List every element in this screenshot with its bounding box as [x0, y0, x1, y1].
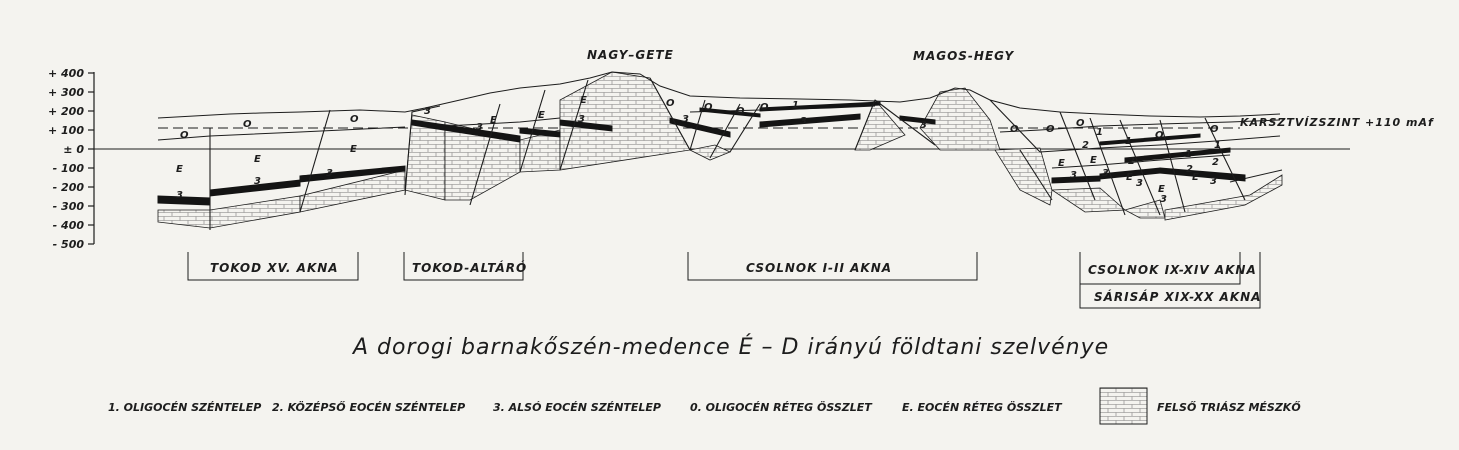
- triassic-limestone-blocks: [158, 72, 1282, 228]
- mine-label-csolnok-9-14: CSOLNOK IX-XIV AKNA: [1088, 263, 1257, 277]
- seam-label-2: 2: [1212, 157, 1219, 168]
- unit-label-oligocene: O: [736, 106, 745, 117]
- unit-label-oligocene: O: [1076, 118, 1085, 129]
- seam-label-2: 2: [1128, 156, 1135, 167]
- axis-tick-label: - 400: [52, 219, 84, 232]
- unit-label-oligocene: O: [243, 119, 252, 130]
- seam-label-3: 3: [176, 190, 183, 201]
- unit-label-oligocene: O: [180, 130, 189, 141]
- limestone-block-east: [995, 148, 1052, 205]
- legend-swatch-limestone: [1100, 388, 1147, 424]
- limestone-block-east-4: [1165, 175, 1282, 220]
- figure-title: A dorogi barnakőszén-medence É – D irányú földtani szelvénye: [353, 335, 1110, 360]
- seam-label-3: 3: [800, 116, 807, 127]
- seam-label-3: 3: [1210, 176, 1217, 187]
- seam-label-1: 1: [792, 100, 799, 111]
- legend-item-lower-eocene-seam: 3. ALSÓ EOCÉN SZÉNTELEP: [493, 401, 661, 414]
- peak-label-nagy-gete: NAGY–GETE: [587, 48, 674, 62]
- axis-tick-label: - 500: [52, 238, 84, 251]
- axis-tick-label: + 300: [47, 86, 84, 99]
- unit-label-eocene: E: [1090, 155, 1097, 166]
- unit-label-eocene: E: [176, 164, 183, 175]
- peak-label-magos-hegy: MAGOS-HEGY: [913, 49, 1015, 63]
- limestone-block-east-2: [1052, 188, 1125, 212]
- axis-tick-label: + 400: [47, 67, 84, 80]
- unit-label-oligocene: O: [1210, 124, 1219, 135]
- legend-item-triassic-limestone: FELSŐ TRIÁSZ MÉSZKŐ: [1157, 401, 1301, 414]
- seam-label-2: 2: [1186, 164, 1193, 175]
- unit-label-eocene: E: [580, 95, 587, 106]
- seam-label-1: 1: [1214, 140, 1221, 151]
- unit-label-eocene: E: [254, 154, 261, 165]
- karst-water-level-label: KARSZTVÍZSZINT +110 mAf: [1240, 116, 1434, 129]
- elevation-axis: [48, 67, 94, 251]
- unit-label-eocene: E: [538, 110, 545, 121]
- legend-item-oligocene-strata: 0. OLIGOCÉN RÉTEG ÖSSZLET: [690, 401, 872, 414]
- limestone-block-center: [855, 100, 905, 150]
- unit-label-oligocene: O: [760, 102, 769, 113]
- seam-label-3: 3: [326, 168, 333, 179]
- legend: [108, 388, 1301, 424]
- axis-tick-label: ± 0: [63, 143, 84, 156]
- unit-label-oligocene: O: [1046, 124, 1055, 135]
- seam-label-2: 2: [1082, 140, 1089, 151]
- mine-label-sarisap: SÁRISÁP XIX-XX AKNA: [1094, 290, 1262, 304]
- seam-label-3: 3: [254, 176, 261, 187]
- axis-tick-label: - 300: [52, 200, 84, 213]
- seam-label-1: 1: [1185, 149, 1192, 160]
- seam-label-3: 3: [920, 120, 927, 131]
- unit-label-eocene: E: [1058, 158, 1065, 169]
- mine-label-tokod-altaro: TOKOD-ALTÁRÓ: [412, 261, 528, 275]
- unit-label-eocene: E: [490, 115, 497, 126]
- unit-label-eocene: E: [350, 144, 357, 155]
- coal-seam-3-csolnok-b: [760, 114, 860, 127]
- seam-label-3: 3: [682, 114, 689, 125]
- unit-label-oligocene: O: [704, 102, 713, 113]
- coal-seam-3-tokod-a: [158, 196, 210, 205]
- seam-label-3: 3: [1136, 178, 1143, 189]
- seam-label-3: 3: [1160, 194, 1167, 205]
- axis-tick-label: - 100: [52, 162, 84, 175]
- seam-label-3: 3: [1070, 170, 1077, 181]
- mine-label-csolnok-1-2: CSOLNOK I-II AKNA: [746, 261, 893, 275]
- mine-label-tokod-xv: TOKOD XV. AKNA: [210, 261, 339, 275]
- mine-boxes: [188, 252, 1261, 308]
- axis-tick-label: + 200: [47, 105, 84, 118]
- legend-item-oligocene-seam: 1. OLIGOCÉN SZÉNTELEP: [108, 401, 262, 414]
- seam-label-3: 3: [578, 114, 585, 125]
- legend-item-middle-eocene-seam: 2. KÖZÉPSŐ EOCÉN SZÉNTELEP: [272, 401, 466, 414]
- seam-label-1: 1: [1125, 136, 1132, 147]
- unit-label-oligocene: O: [666, 98, 675, 109]
- unit-label-eocene: E: [1158, 184, 1165, 195]
- seam-label-3: 3: [1102, 168, 1109, 179]
- axis-tick-label: + 100: [47, 124, 84, 137]
- seam-label-1: 1: [1096, 127, 1103, 138]
- unit-label-eocene: E: [1126, 172, 1133, 183]
- unit-label-oligocene: O: [350, 114, 359, 125]
- legend-item-eocene-strata: E. EOCÉN RÉTEG ÖSSZLET: [902, 401, 1062, 414]
- seam-label-3: 3: [476, 122, 483, 133]
- unit-label-oligocene: O: [1010, 124, 1019, 135]
- unit-label-eocene: E: [1192, 172, 1199, 183]
- seam-label-3: 3: [424, 106, 431, 117]
- limestone-block-east-3: [1125, 200, 1165, 218]
- axis-ticks: [88, 73, 94, 244]
- axis-tick-label: - 200: [52, 181, 84, 194]
- unit-label-oligocene: O: [1155, 130, 1164, 141]
